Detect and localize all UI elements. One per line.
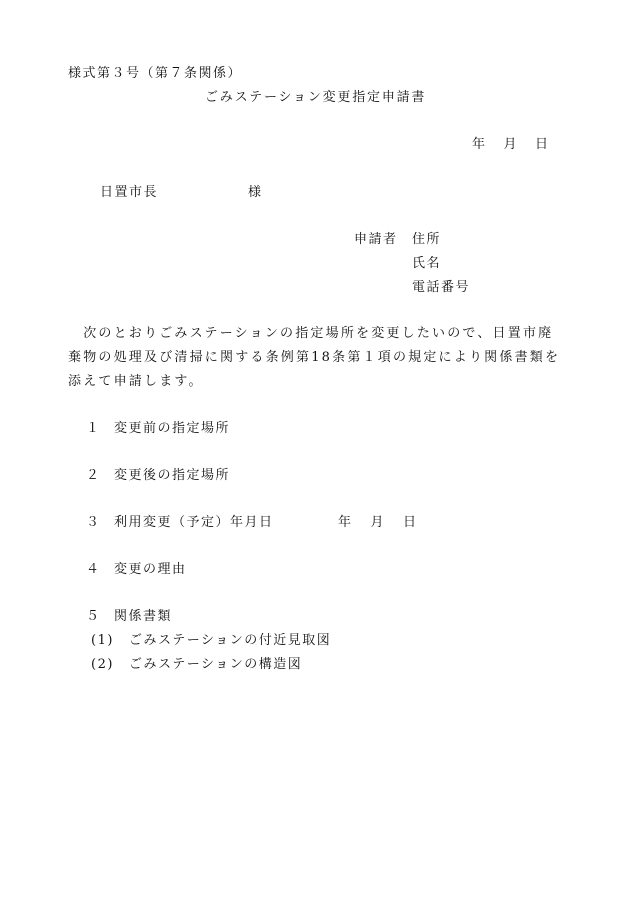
change-date-month: 月: [370, 515, 386, 530]
sub-item-label: ごみステーションの付近見取図: [129, 633, 332, 648]
application-date: [472, 136, 550, 154]
applicant-address-label: 住所: [412, 232, 442, 247]
sub-item-number: (1): [91, 633, 114, 648]
item-number: ４: [86, 562, 101, 577]
change-date-fields: [338, 514, 418, 532]
sub-item-number: (2): [91, 657, 114, 672]
statement-line-3: 添えて申請します。: [68, 374, 204, 389]
date-day-label: 日: [535, 137, 550, 152]
item-label: 利用変更（予定）年月日: [114, 515, 274, 530]
sub-item-label: ごみステーションの構造図: [129, 657, 303, 672]
item-number: ５: [86, 609, 101, 624]
item-label: 変更後の指定場所: [114, 468, 231, 483]
change-date-year: 年: [338, 515, 353, 530]
item-number: ２: [86, 468, 101, 483]
addressee-name: 日置市長: [100, 185, 159, 200]
application-statement: [68, 322, 568, 394]
statement-line-1: 次のとおりごみステーションの指定場所を変更したいので、日置市廃: [68, 326, 554, 341]
change-date-day: 日: [403, 515, 418, 530]
item-label: 変更の理由: [114, 562, 187, 577]
item-label: 関係書類: [114, 609, 173, 624]
item-number: ３: [86, 515, 101, 530]
item-label: 変更前の指定場所: [114, 421, 231, 436]
statement-line-2: 棄物の処理及び清掃に関する条例第18条第１項の規定により関係書類を: [68, 350, 561, 365]
document-title: ごみステーション変更指定申請書: [205, 90, 427, 105]
date-year-label: 年: [472, 137, 487, 152]
applicant-name-label: 氏名: [412, 256, 442, 271]
date-month-label: 月: [503, 137, 519, 152]
addressee-honorific: 様: [248, 185, 263, 200]
form-number: 様式第３号（第７条関係）: [68, 66, 243, 81]
applicant-phone-label: 電話番号: [412, 280, 471, 295]
applicant-label: 申請者: [354, 232, 398, 247]
item-number: １: [86, 421, 101, 436]
